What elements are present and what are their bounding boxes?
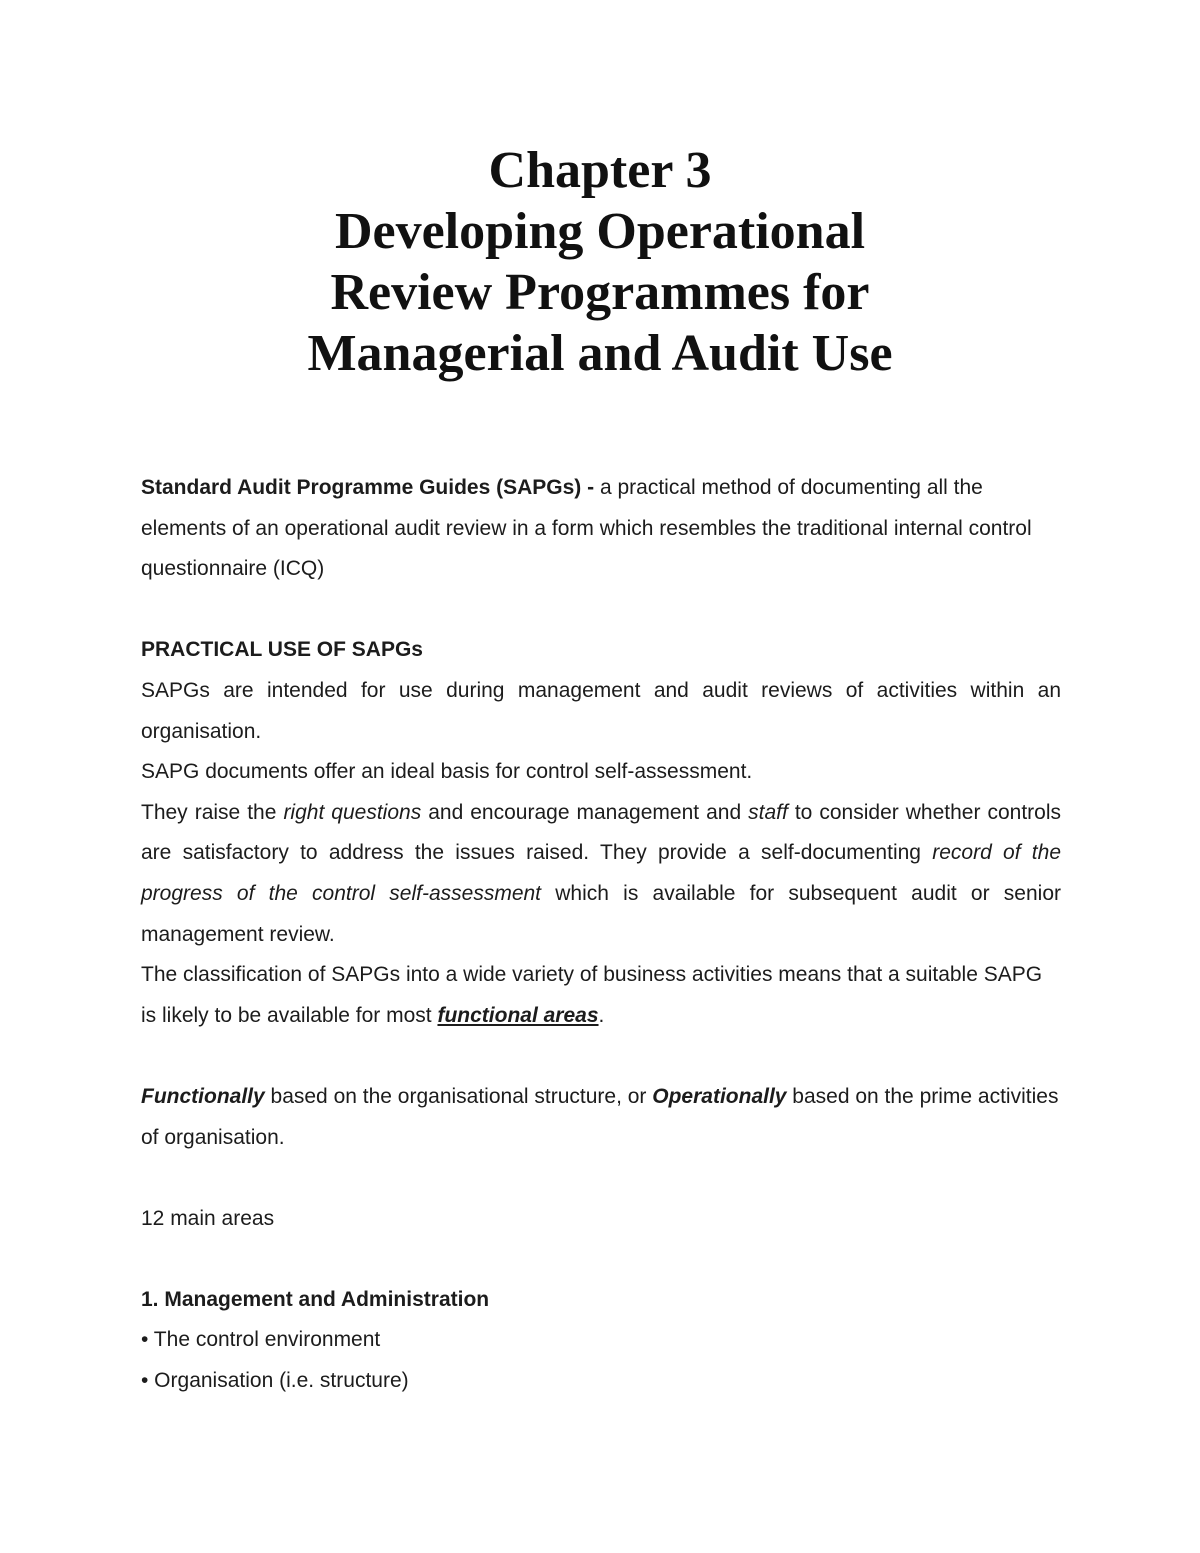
spacer bbox=[141, 1158, 1061, 1199]
functionally-term: Functionally bbox=[141, 1084, 265, 1108]
p3-right-questions: right questions bbox=[283, 800, 422, 824]
section-1-heading: 1. Management and Administration bbox=[141, 1287, 490, 1311]
list-item: • The control environment bbox=[141, 1328, 381, 1352]
p3-staff: staff bbox=[748, 800, 788, 824]
document-body bbox=[141, 468, 1061, 1402]
p4-text-c: . bbox=[598, 1003, 605, 1027]
p3-text-a: They raise the bbox=[141, 800, 284, 824]
list-item: • Organisation (i.e. structure) bbox=[141, 1369, 409, 1393]
p4-functional-areas: functional areas bbox=[437, 1003, 599, 1027]
spacer bbox=[141, 590, 1061, 631]
practical-use-heading: PRACTICAL USE OF SAPGs bbox=[141, 638, 423, 662]
p3-text-e: to consider whether controls are satisfactory to address the issues raised. They provide a self-documenting bbox=[141, 800, 1062, 865]
practical-paragraph-2: SAPG documents offer an ideal basis for control self-assessment. bbox=[141, 760, 753, 784]
chapter-number: Chapter 3 bbox=[488, 142, 712, 199]
chapter-title-line-2: Developing Operational bbox=[334, 203, 866, 260]
practical-paragraph-3 bbox=[141, 793, 1061, 955]
p3-text-c: and encourage management and bbox=[421, 800, 749, 824]
p3-record-progress: record of the progress of the control self-assessment bbox=[141, 841, 1061, 905]
sapg-definition-text: a practical method of documenting all the elements of an operational audit review in a form which resembles the traditional internal control questionnaire (ICQ) bbox=[141, 476, 1032, 581]
spacer bbox=[141, 1239, 1061, 1280]
spacer bbox=[141, 1036, 1061, 1077]
areas-count: 12 main areas bbox=[141, 1206, 275, 1230]
basis-text-2: based on the prime activities of organisation. bbox=[141, 1084, 1059, 1149]
chapter-title-line-4: Managerial and Audit Use bbox=[307, 325, 893, 382]
practical-paragraph-1: SAPGs are intended for use during management and audit reviews of activities within an organisation. bbox=[141, 678, 1061, 743]
sapg-term: Standard Audit Programme Guides (SAPGs) - bbox=[141, 476, 595, 499]
basis-text-1: based on the organisational structure, or bbox=[264, 1084, 653, 1108]
practical-paragraph-4 bbox=[141, 955, 1061, 1036]
chapter-title-line-3: Review Programmes for bbox=[330, 264, 870, 321]
p4-text-a: The classification of SAPGs into a wide variety of business activities means that a suitable SAPG is likely to be available for most bbox=[141, 963, 1043, 1027]
operationally-term: Operationally bbox=[652, 1084, 787, 1108]
p3-text-g: which is available for subsequent audit or senior management review. bbox=[141, 881, 1061, 946]
basis-paragraph bbox=[141, 1077, 1061, 1158]
chapter-title bbox=[0, 140, 1200, 384]
sapg-definition-paragraph bbox=[141, 468, 1061, 590]
